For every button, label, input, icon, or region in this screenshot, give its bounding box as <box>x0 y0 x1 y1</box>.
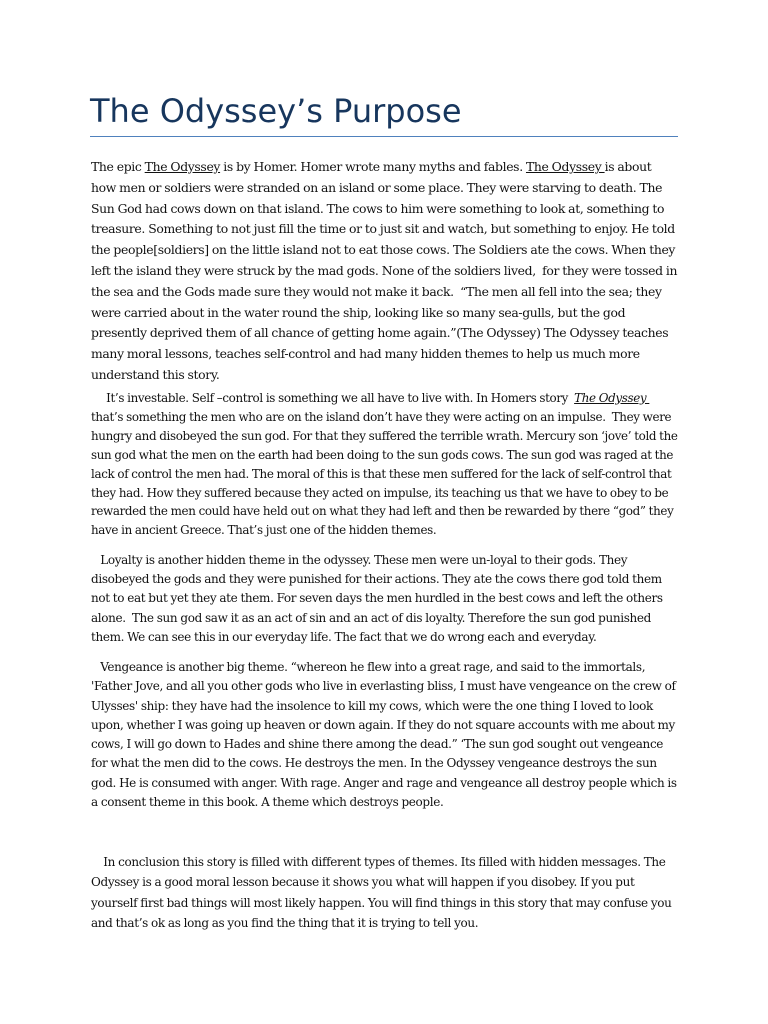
book-title-reference: The Odyssey <box>574 391 650 405</box>
book-title-reference: The Odyssey <box>144 159 221 174</box>
paragraph-conclusion: In conclusion this story is filled with different types of themes. Its filled with hidden messages. The Odyssey is a good moral lesson because it shows you what will happen if you disobey. If you put yourself first bad things will most likely happen. You will find things in this story that may confuse you and that’s ok as long as you find the thing that it is trying to tell you. <box>91 855 675 930</box>
paragraph-vengeance: Vengeance is another big theme. “whereon he flew into a great rage, and said to the immortals, 'Father Jove, and all you other gods who live in everlasting bliss, I must have vengeance on the crew of Ulysses' ship: they have had the insolence to kill my cows, which were the one thing I loved to look upon, whether I was going up heaven or down again. If they do not square accounts with me about my cows, I will go down to Hades and shine there among the dead.” ‘The sun god sought out vengeance for what the men did to the cows. He destroys the men. In the Odyssey vengeance destroys the sun god. He is consumed with anger. With rage. Anger and rage and vengeance all destroy people which is a consent theme in this book. A theme which destroys people. <box>91 660 680 810</box>
page-title: The Odyssey’s Purpose <box>90 92 462 130</box>
book-title-reference: The Odyssey <box>525 159 605 174</box>
paragraph-self-control <box>91 389 679 540</box>
paragraph-introduction <box>91 157 679 386</box>
paragraph-text: is by Homer. Homer wrote many myths and fables. <box>220 159 526 174</box>
paragraph-text: that’s something the men who are on the island don’t have they were acting on an impulse. They were hungry and disobeyed the sun god. For that they suffered the terrible wrath. Mercury son ‘jove’ told the sun god what the men on the earth had been doing to the sun gods cows. The sun god was raged at the lack of control the men had. The moral of this is that these men suffered for the lack of self-control that they had. How they suffered because they acted on impulse, its teaching us that we have to obey to be rewarded the men could have held out on what they had left and then be rewarded by there “god” they have in ancient Greece. That’s just one of the hidden themes. <box>91 391 681 538</box>
paragraph-loyalty: Loyalty is another hidden theme in the odyssey. These men were un-loyal to their gods. They disobeyed the gods and they were punished for their actions. They ate the cows there god told them not to eat but yet they ate them. For seven days the men hurdled in the best cows and left the others alone. The sun god saw it as an act of sin and an act of dis loyalty. Therefore the sun god punished them. We can see this in our everyday life. The fact that we do wrong each and everyday. <box>91 553 666 644</box>
title-underline-rule <box>90 136 678 137</box>
paragraph-text: is about how men or soldiers were stranded on an island or some place. They were starving to death. The Sun God had cows down on that island. The cows to him were something to look at, something to treasure. Something to not just fill the time or to just sit and watch, but something to enjoy. He told the people[soldiers] on the little island not to eat those cows. The Soldiers ate the cows. When they left the island they were struck by the mad gods. None of the soldiers lived, for they were tossed in the sea and the Gods made sure they would not make it back. “The men all fell into the sea; they were carried about in the water round the ship, looking like so many sea-gulls, but the god presently deprived them of all chance of getting home again.”(The Odyssey) The Odyssey teaches many moral lessons, teaches self-control and had many hidden themes to help us much more understand this story. <box>91 159 681 382</box>
paragraph-text: The epic <box>91 159 145 174</box>
paragraph-text: It’s investable. Self –control is something we all have to live with. In Homers story <box>91 391 575 405</box>
